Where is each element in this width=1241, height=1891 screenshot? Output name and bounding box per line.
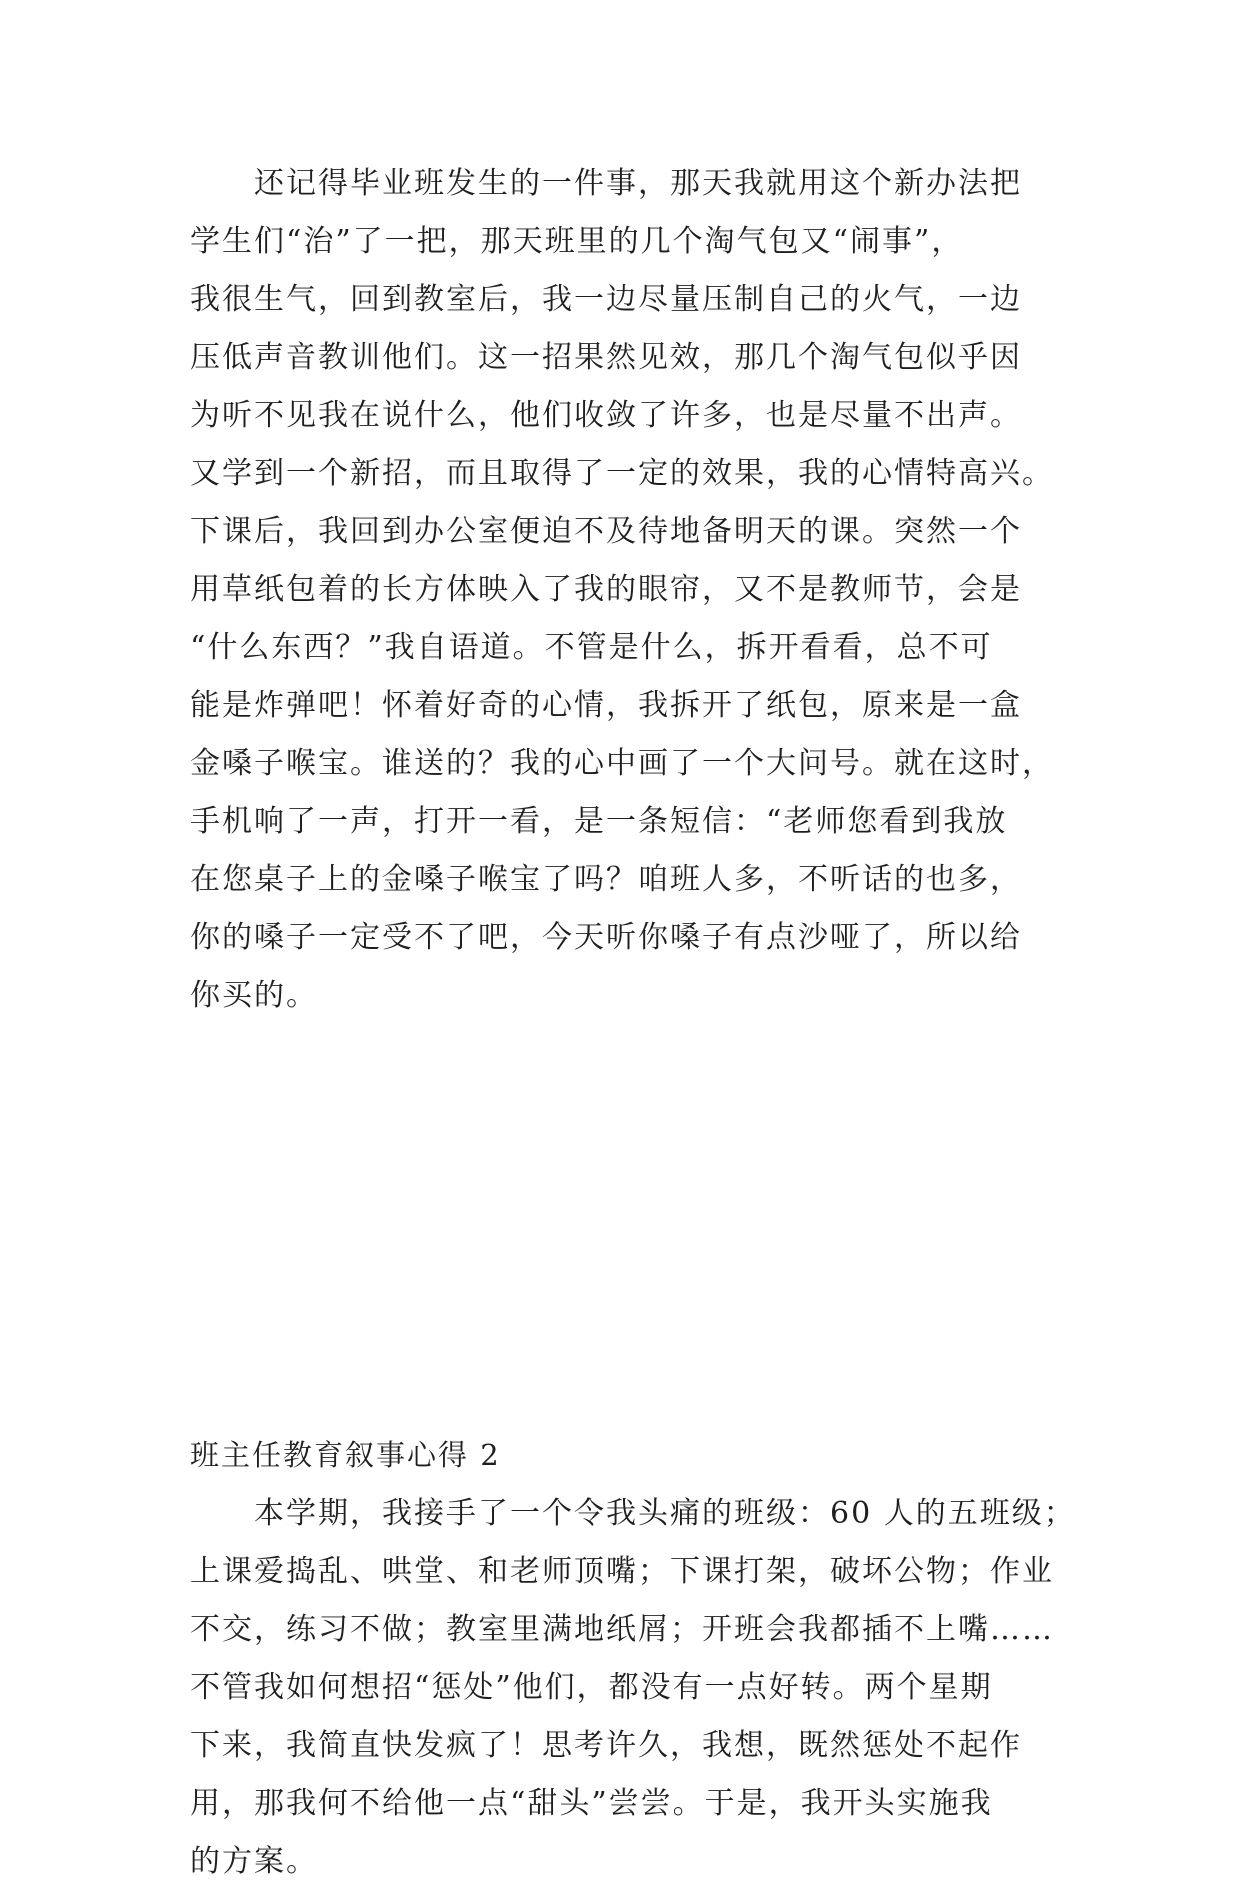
paragraph-line: 手机响了一声，打开一看，是一条短信：“老师您看到我放 [190, 804, 1008, 839]
paragraph-line: 压低声音教训他们。这一招果然见效，那几个淘气包似乎因 [190, 340, 1022, 375]
paragraph-line: 金嗓子喉宝。谁送的？我的心中画了一个大问号。就在这时， [190, 746, 1054, 781]
paragraph-line: 你的嗓子一定受不了吧，今天听你嗓子有点沙哑了，所以给 [190, 920, 1022, 955]
section-heading [190, 1426, 1060, 1484]
paragraph-line: 下课后，我回到办公室便迫不及待地备明天的课。突然一个 [190, 514, 1022, 549]
paragraph-line: 又学到一个新招，而且取得了一定的效果，我的心情特高兴。 [190, 456, 1054, 491]
paragraph-line: 上课爱捣乱、哄堂、和老师顶嘴；下课打架，破坏公物；作业 [190, 1554, 1054, 1589]
paragraph-line: 用，那我何不给他一点“甜头”尝尝。于是，我开头实施我 [190, 1786, 993, 1821]
paragraph-line: 为听不见我在说什么，他们收敛了许多，也是尽量不出声。 [190, 398, 1022, 433]
paragraph-line: 学生们“治”了一把，那天班里的几个淘气包又“闹事”， [190, 224, 964, 259]
paragraph-1 [190, 155, 1060, 1025]
paragraph-line: 你买的。 [190, 978, 318, 1013]
paragraph-line: 在您桌子上的金嗓子喉宝了吗？咱班人多，不听话的也多， [190, 862, 1022, 897]
paragraph-line: “什么东西？”我自语道。不管是什么，拆开看看，总不可 [190, 630, 993, 665]
paragraph-line: 不交，练习不做；教室里满地纸屑；开班会我都插不上嘴…… [190, 1612, 1054, 1647]
paragraph-line: 下来，我简直快发疯了！思考许久，我想，既然惩处不起作 [190, 1728, 1022, 1763]
paragraph-line: 用草纸包着的长方体映入了我的眼帘，又不是教师节，会是 [190, 572, 1022, 607]
section-heading-text: 班主任教育叙事心得 2 [190, 1438, 501, 1472]
paragraph-2 [190, 1485, 1076, 1891]
paragraph-line: 本学期，我接手了一个令我头痛的班级：60 人的五班级； [254, 1496, 1076, 1531]
paragraph-line: 的方案。 [190, 1844, 318, 1879]
paragraph-line: 不管我如何想招“惩处”他们，都没有一点好转。两个星期 [190, 1670, 993, 1705]
paragraph-line: 还记得毕业班发生的一件事，那天我就用这个新办法把 [254, 166, 1022, 201]
paragraph-line: 能是炸弹吧！怀着好奇的心情，我拆开了纸包，原来是一盒 [190, 688, 1022, 723]
paragraph-line: 我很生气，回到教室后，我一边尽量压制自己的火气，一边 [190, 282, 1022, 317]
